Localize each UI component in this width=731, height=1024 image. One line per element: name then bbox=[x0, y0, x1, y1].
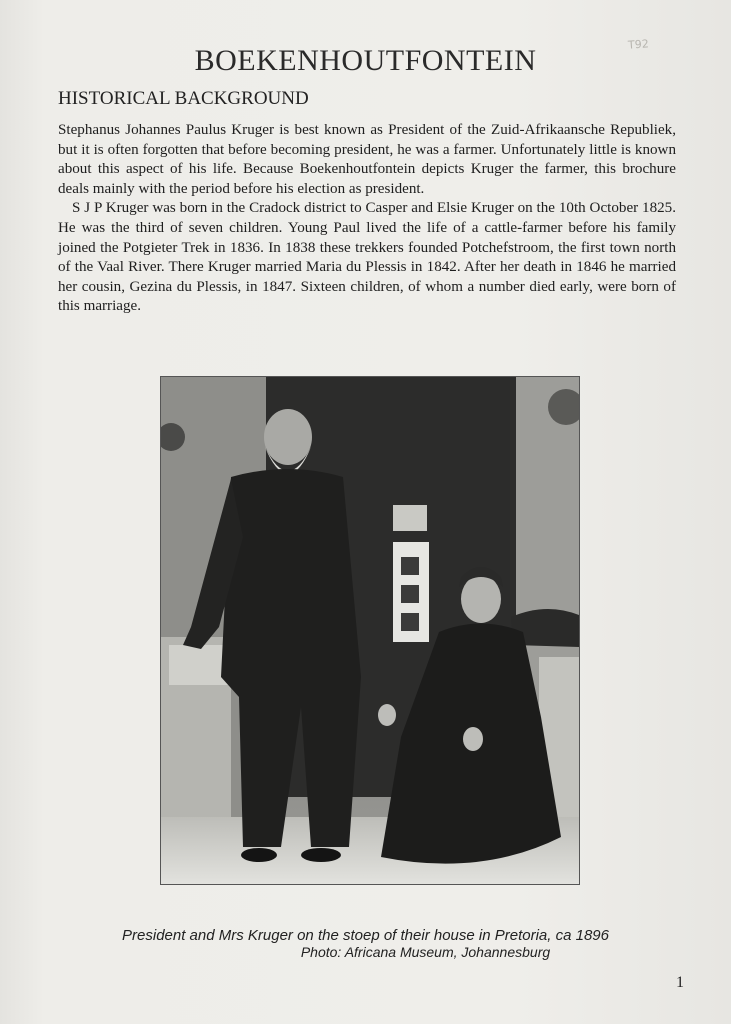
paragraph: Stephanus Johannes Paulus Kruger is best known as President of the Zuid-Afrikaansche Republiek, but it is often forgotten that before becoming president, he was a farmer. Unfortunately little is known about this aspect of his life. Because Boekenhoutfontein depicts Kruger the farmer, this brochure deals mainly with the period before his election as president. bbox=[58, 122, 676, 197]
photo-illustration bbox=[161, 377, 579, 884]
photo-caption: President and Mrs Kruger on the stoep of their house in Pretoria, ca 1896 bbox=[122, 927, 609, 944]
paragraph: S J P Kruger was born in the Cradock district to Casper and Elsie Kruger on the 10th October 1825. He was the third of seven children. Young Paul lived the life of a cattle-farmer before his family joined the Potgieter Trek in 1836. In 1838 these trekkers founded Potchefstroom, the first town north of the Vaal River. There Kruger married Maria du Plessis in 1842. After her death in 1846 he married her cousin, Gezina du Plessis, in 1847. Sixteen children, of whom a number died early, were born of this marriage. bbox=[58, 200, 676, 315]
photo-credit: Photo: Africana Museum, Johannesburg bbox=[300, 944, 551, 960]
pencil-annotation: T92 bbox=[627, 37, 650, 52]
page-number: 1 bbox=[676, 974, 684, 991]
historical-photograph bbox=[160, 376, 580, 885]
body-text bbox=[58, 121, 676, 317]
section-heading: HISTORICAL BACKGROUND bbox=[58, 88, 309, 109]
page-title: BOEKENHOUTFONTEIN bbox=[194, 44, 537, 78]
